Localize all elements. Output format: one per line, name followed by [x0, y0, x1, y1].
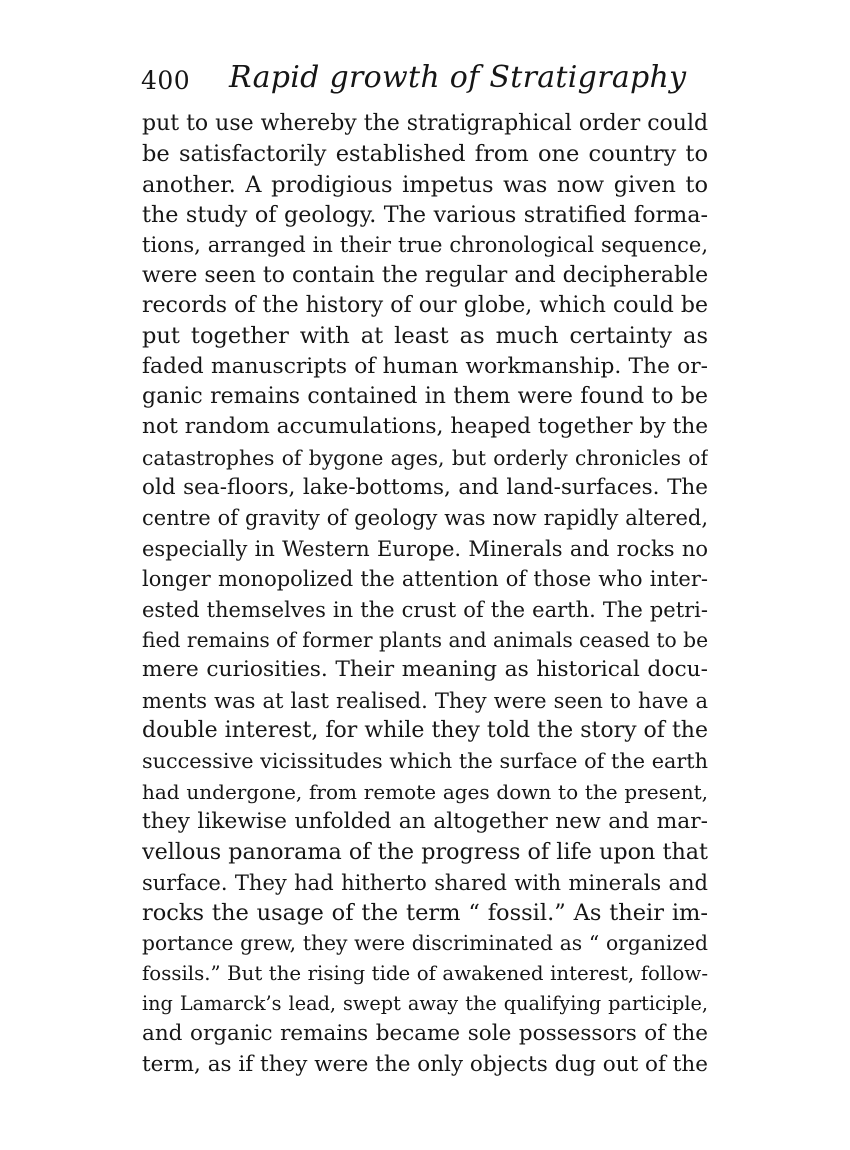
text-line: catastrophes of bygone ages, but orderly chronicles of: [142, 445, 708, 470]
text-line: ments was at last realised. They were seen to have a: [142, 688, 708, 713]
text-line: fossils.” But the rising tide of awakened interest, follow-: [142, 961, 708, 985]
text-line: longer monopolized the attention of those who inter-: [142, 567, 708, 592]
text-line: put to use whereby the stratigraphical order could: [142, 111, 708, 136]
text-line: mere curiosities. Their meaning as historical docu-: [142, 657, 708, 683]
text-line: records of the history of our globe, which could be: [142, 293, 708, 319]
text-line: and organic remains became sole possessors of the: [142, 1021, 708, 1047]
text-line: successive vicissitudes which the surface of the earth: [142, 749, 708, 774]
text-line: double interest, for while they told the story of the: [142, 717, 708, 743]
text-line: not random accumulations, heaped together by the: [142, 414, 708, 440]
text-line: put together with at least as much certainty as: [142, 323, 708, 350]
text-line: be satisfactorily established from one country to: [142, 141, 708, 168]
page-number: 400: [141, 66, 191, 95]
running-title: Rapid growth of Stratigraphy: [229, 60, 687, 95]
text-line: faded manuscripts of human workmanship. The or-: [142, 353, 708, 379]
text-line: old sea-floors, lake-bottoms, and land-surfaces. The: [142, 475, 708, 501]
body-text: [142, 109, 708, 1080]
text-line: ganic remains contained in them were found to be: [142, 384, 708, 410]
text-line: vellous panorama of the progress of life upon that: [142, 839, 708, 866]
text-line: especially in Western Europe. Minerals and rocks no: [142, 536, 708, 561]
text-line: ested themselves in the crust of the earth. The petri-: [142, 597, 708, 622]
text-line: centre of gravity of geology was now rapidly altered,: [142, 506, 708, 531]
text-line: tions, arranged in their true chronological sequence,: [142, 233, 708, 258]
text-line: the study of geology. The various stratified forma-: [142, 202, 708, 229]
text-line: another. A prodigious impetus was now given to: [142, 171, 708, 198]
text-line: were seen to contain the regular and decipherable: [142, 262, 708, 288]
text-line: ing Lamarck’s lead, swept away the qualifying participle,: [142, 991, 708, 1015]
text-line: rocks the usage of the term “ fossil.” As their im-: [142, 899, 708, 926]
text-line: had undergone, from remote ages down to the present,: [142, 779, 708, 804]
text-line: fied remains of former plants and animals ceased to be: [142, 627, 708, 652]
text-line: term, as if they were the only objects dug out of the: [142, 1051, 708, 1077]
running-head: [141, 60, 721, 100]
text-line: portance grew, they were discriminated as “ organized: [142, 931, 708, 956]
text-line: surface. They had hitherto shared with minerals and: [142, 870, 708, 895]
text-line: they likewise unfolded an altogether new and mar-: [142, 808, 708, 834]
